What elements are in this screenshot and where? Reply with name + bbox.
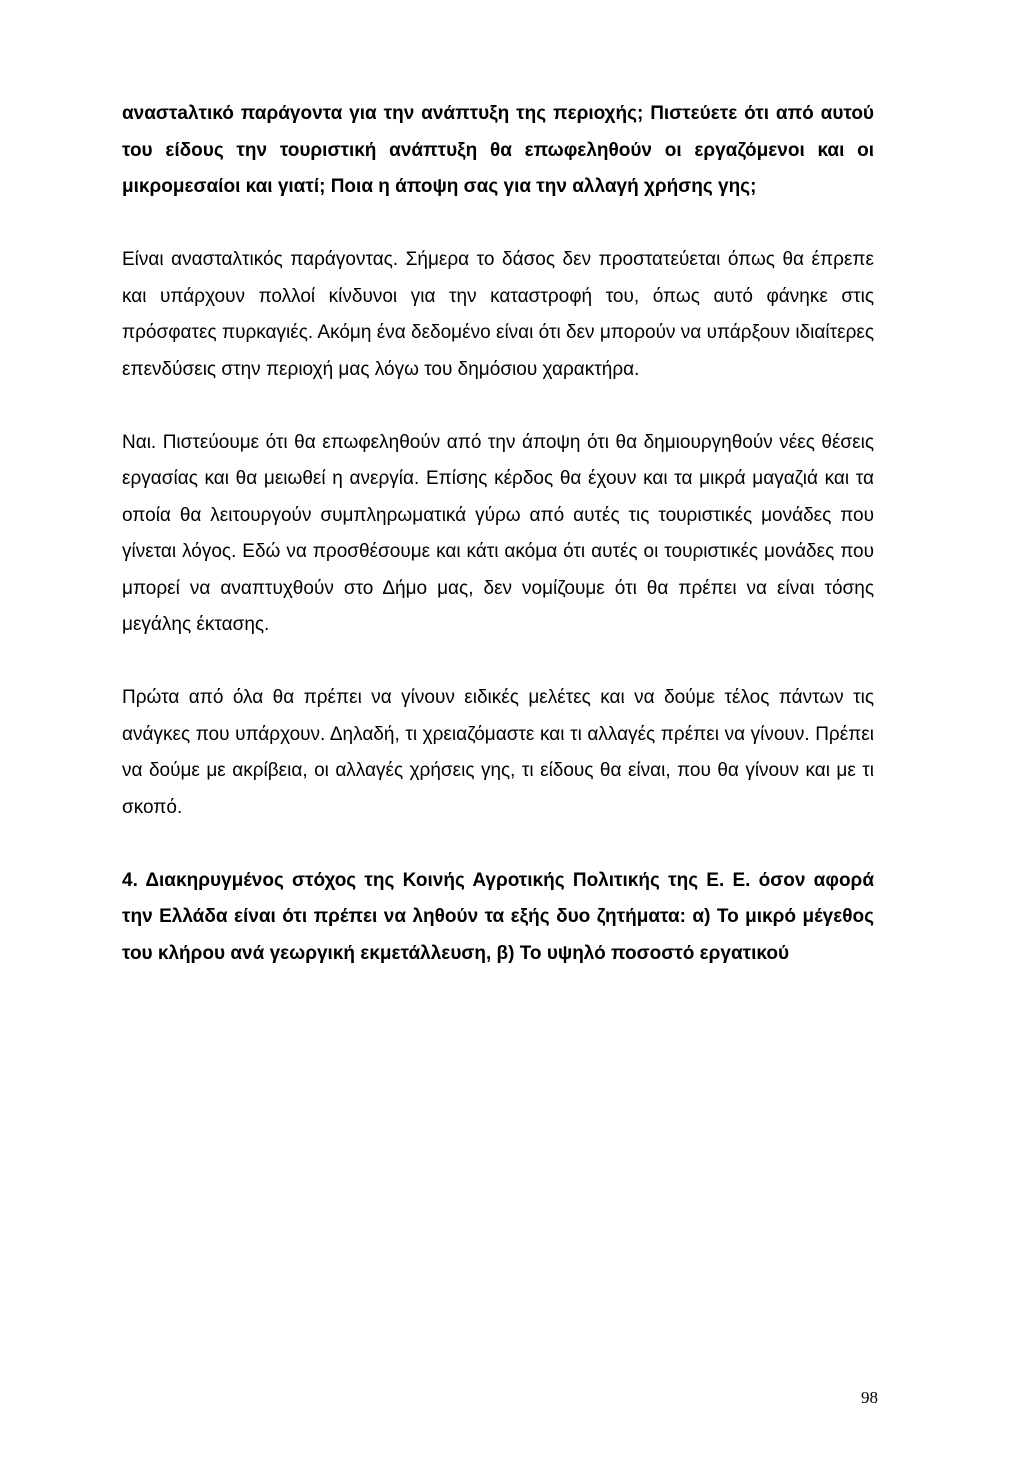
question-paragraph: αναστaλτικό παράγοντα για την ανάπτυξη της περιοχής; Πιστεύετε ότι από αυτού του είδους την τουριστική ανάπτυξη θα επωφεληθούν οι εργαζόμενοι και οι μικρομεσαίοι και γιατί; Ποια η άποψη σας για την αλλαγή χρήσης γης; [122, 103, 874, 197]
page-number: 98 [861, 1388, 878, 1407]
answer-paragraph-forest: Είναι ανασταλτικός παράγοντας. Σήμερα το δάσος δεν προστατεύεται όπως θα έπρεπε και υπάρχουν πολλοί κίνδυνοι για την καταστροφή του, όπως αυτό φάνηκε στις πρόσφατες πυρκαγιές. Ακόμη ένα δεδομένο είναι ότι δεν μπορούν να υπάρξουν ιδιαίτερες επενδύσεις στην περιοχή μας λόγω του δημόσιου χαρακτήρα. [122, 249, 874, 380]
document-body [122, 96, 874, 972]
answer-paragraph-land-use: Πρώτα από όλα θα πρέπει να γίνουν ειδικές μελέτες και να δούμε τέλος πάντων τις ανάγκες που υπάρχουν. Δηλαδή, τι χρειαζόμαστε και τι αλλαγές πρέπει να γίνουν. Πρέπει να δούμε με ακρίβεια, οι αλλαγές χρήσεις γης, τι είδους θα είναι, που θα γίνουν και με τι σκοπό. [122, 687, 874, 818]
section-4-paragraph: 4. Διακηρυγμένος στόχος της Κοινής Αγροτικής Πολιτικής της Ε. Ε. όσον αφορά την Ελλάδα είναι ότι πρέπει να ληθούν τα εξής δυο ζητήματα: α) Το μικρό μέγεθος του κλήρου ανά γεωργική εκμετάλλευση, β) Το υψηλό ποσοστό εργατικού [122, 869, 874, 964]
answer-paragraph-tourism: Ναι. Πιστεύουμε ότι θα επωφεληθούν από την άποψη ότι θα δημιουργηθούν νέες θέσεις εργασίας και θα μειωθεί η ανεργία. Επίσης κέρδος θα έχουν και τα μικρά μαγαζιά και τα οποία θα λειτουργούν συμπληρωματικά γύρω από αυτές τις τουριστικές μονάδες που γίνεται λόγος. Εδώ να προσθέσουμε και κάτι ακόμα ότι αυτές οι τουριστικές μονάδες που μπορεί να αναπτυχθούν στο Δήμο μας, δεν νομίζουμε ότι θα πρέπει να είναι τόσης μεγάλης έκτασης. [122, 431, 874, 635]
